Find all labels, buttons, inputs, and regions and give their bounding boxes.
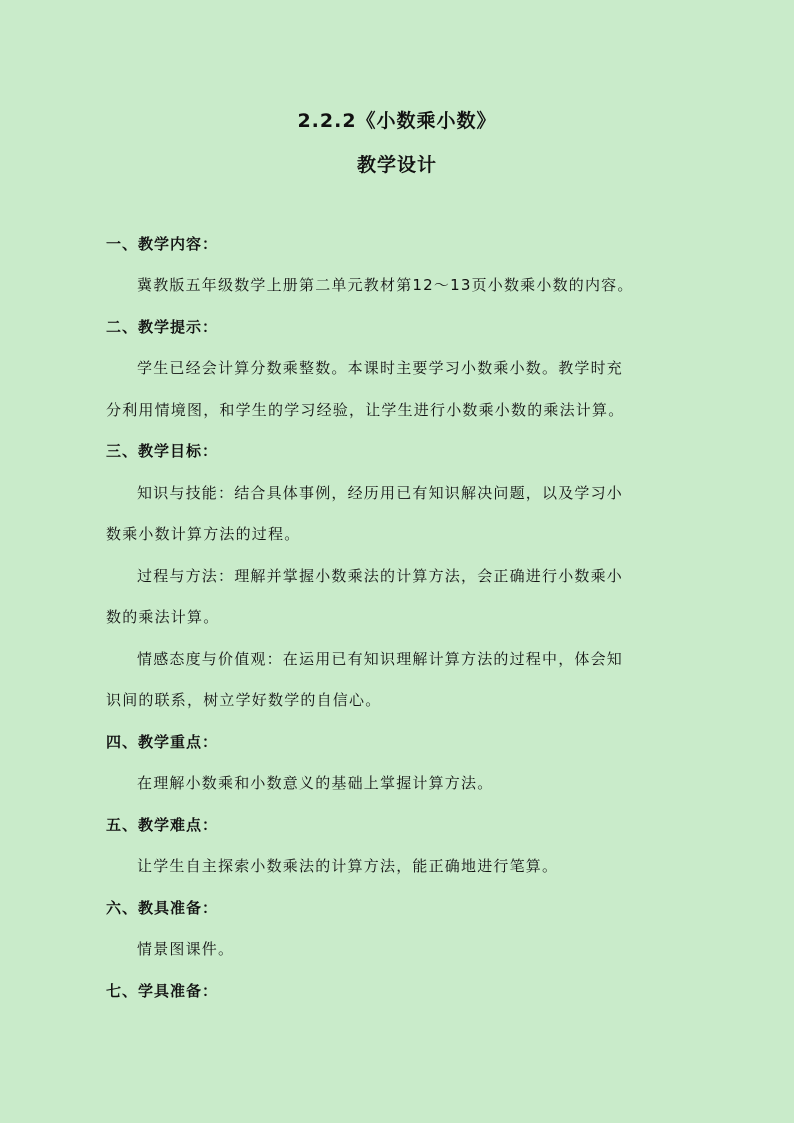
document-title: 2.2.2《小数乘小数》: [297, 110, 497, 132]
objective-knowledge-line-1: 知识与技能：结合具体事例，经历用已有知识解决问题，以及学习小: [137, 484, 624, 502]
objective-knowledge-line-2: 数乘小数计算方法的过程。: [106, 525, 301, 543]
section-content-text: 冀教版五年级数学上册第二单元教材第12～13页小数乘小数的内容。: [137, 276, 634, 294]
section-hints-line-1: 学生已经会计算分数乘整数。本课时主要学习小数乘小数。教学时充: [137, 359, 624, 377]
section-heading-objectives: 三、教学目标：: [106, 442, 219, 460]
section-heading-student-materials: 七、学具准备：: [106, 982, 219, 1000]
objective-attitude-line-2: 识间的联系，树立学好数学的自信心。: [106, 691, 382, 709]
section-heading-hints: 二、教学提示：: [106, 318, 219, 336]
section-heading-key-points: 四、教学重点：: [106, 733, 219, 751]
objective-process-line-1: 过程与方法：理解并掌握小数乘法的计算方法，会正确进行小数乘小: [137, 567, 624, 585]
section-hints-line-2: 分利用情境图，和学生的学习经验，让学生进行小数乘小数的乘法计算。: [106, 401, 625, 419]
objective-attitude-line-1: 情感态度与价值观：在运用已有知识理解计算方法的过程中，体会知: [137, 650, 624, 668]
section-difficulties-text: 让学生自主探索小数乘法的计算方法，能正确地进行笔算。: [137, 857, 559, 875]
document-subtitle: 教学设计: [356, 154, 437, 176]
section-key-points-text: 在理解小数乘和小数意义的基础上掌握计算方法。: [137, 774, 494, 792]
objective-process-line-2: 数的乘法计算。: [106, 608, 220, 626]
section-heading-difficulties: 五、教学难点：: [106, 816, 219, 834]
section-teaching-aids-text: 情景图课件。: [137, 940, 235, 958]
section-heading-teaching-aids: 六、教具准备：: [106, 899, 219, 917]
section-heading-content: 一、教学内容：: [106, 235, 219, 253]
